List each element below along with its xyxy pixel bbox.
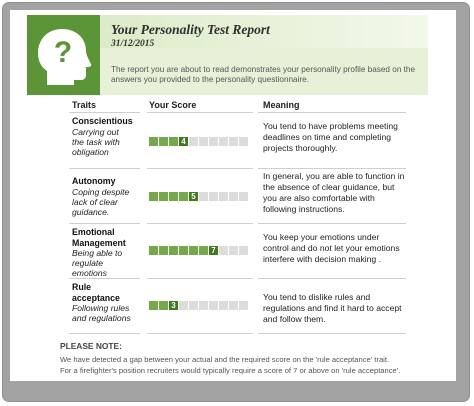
header-divider — [258, 112, 406, 113]
score-segment — [189, 137, 198, 146]
score-segment — [159, 192, 168, 201]
score-value: 5 — [189, 192, 198, 201]
trait-name: Rule acceptance — [72, 282, 120, 303]
score-bar — [149, 246, 252, 255]
score-segment — [219, 137, 228, 146]
score-segment — [159, 137, 168, 146]
score-segment — [149, 137, 158, 146]
row-divider — [69, 168, 140, 169]
report-date: 31/12/2015 — [111, 39, 155, 49]
trait-meaning: You tend to dislike rules and regulations and find it hard to accept and follow them. — [263, 292, 402, 324]
row-divider — [258, 168, 406, 169]
score-segment — [169, 137, 178, 146]
row-divider — [258, 223, 406, 224]
note-heading: PLEASE NOTE: — [60, 341, 122, 351]
score-segment — [199, 137, 208, 146]
score-segment — [239, 301, 248, 310]
score-segment — [219, 301, 228, 310]
svg-text:?: ? — [53, 36, 73, 69]
score-bar — [149, 192, 252, 201]
score-bar — [149, 301, 252, 310]
score-segment — [179, 301, 188, 310]
score-segment — [219, 192, 228, 201]
head-question-icon — [27, 15, 100, 95]
score-segment — [239, 246, 248, 255]
score-segment — [209, 301, 218, 310]
score-segment — [229, 137, 238, 146]
traits-column-header: Traits — [72, 100, 97, 110]
note-text: We have detected a gap between your actual and the required score on the 'rule acceptance' trait. — [60, 355, 390, 364]
score-segment — [229, 246, 238, 255]
score-value: 7 — [209, 246, 218, 255]
score-segment — [229, 301, 238, 310]
row-divider — [258, 278, 406, 279]
row-divider — [69, 278, 140, 279]
row-divider — [69, 223, 140, 224]
trait-meaning: You keep your emotions under control and do not let your emotions interfere with decision making . — [263, 232, 400, 264]
score-segment — [169, 246, 178, 255]
score-segment — [229, 192, 238, 201]
score-segment — [239, 137, 248, 146]
score-segment — [219, 246, 228, 255]
row-divider — [147, 278, 253, 279]
score-bar — [149, 137, 252, 146]
report-title: Your Personality Test Report — [111, 22, 270, 37]
header-icon-box — [27, 15, 100, 95]
report-intro: The report you are about to read demonstrates your personality profile based on the answers you provided to the personality questionnaire. — [111, 65, 416, 84]
trait-description: Being able to regulate emotions — [72, 248, 123, 278]
score-segment — [199, 192, 208, 201]
header-divider — [69, 112, 140, 113]
score-segment — [189, 246, 198, 255]
trait-name: Autonomy — [72, 176, 116, 186]
trait-meaning: You tend to have problems meeting deadlines on time and completing projects thoroughly. — [263, 121, 398, 153]
trait-description: Coping despite lack of clear guidance. — [72, 187, 130, 217]
score-value: 3 — [169, 301, 178, 310]
score-value: 4 — [179, 137, 188, 146]
score-segment — [149, 246, 158, 255]
score-segment — [209, 137, 218, 146]
score-segment — [179, 246, 188, 255]
score-column-header: Your Score — [149, 100, 197, 110]
score-segment — [209, 192, 218, 201]
header-divider — [147, 112, 253, 113]
row-divider — [258, 333, 406, 334]
score-segment — [189, 301, 198, 310]
trait-description: Carrying out the task with obligation — [72, 127, 120, 157]
trait-name: Emotional Management — [72, 227, 126, 248]
score-segment — [149, 301, 158, 310]
trait-description: Following rules and regulations — [72, 303, 131, 323]
row-divider — [147, 333, 253, 334]
score-segment — [199, 246, 208, 255]
score-segment — [159, 246, 168, 255]
score-segment — [149, 192, 158, 201]
score-segment — [199, 301, 208, 310]
row-divider — [147, 223, 253, 224]
score-segment — [169, 192, 178, 201]
note-text: For a firefighter's position recruiters would typically require a score of 7 or above on 'rule acceptance'. — [60, 366, 401, 375]
report-header — [27, 15, 428, 95]
trait-name: Conscientious — [72, 116, 133, 126]
row-divider — [69, 333, 140, 334]
score-segment — [159, 301, 168, 310]
trait-meaning: In general, you are able to function in the absence of clear guidance, but you are also comfortable with following instructions. — [263, 171, 405, 214]
score-segment — [179, 192, 188, 201]
score-segment — [239, 192, 248, 201]
meaning-column-header: Meaning — [263, 100, 300, 110]
row-divider — [147, 168, 253, 169]
